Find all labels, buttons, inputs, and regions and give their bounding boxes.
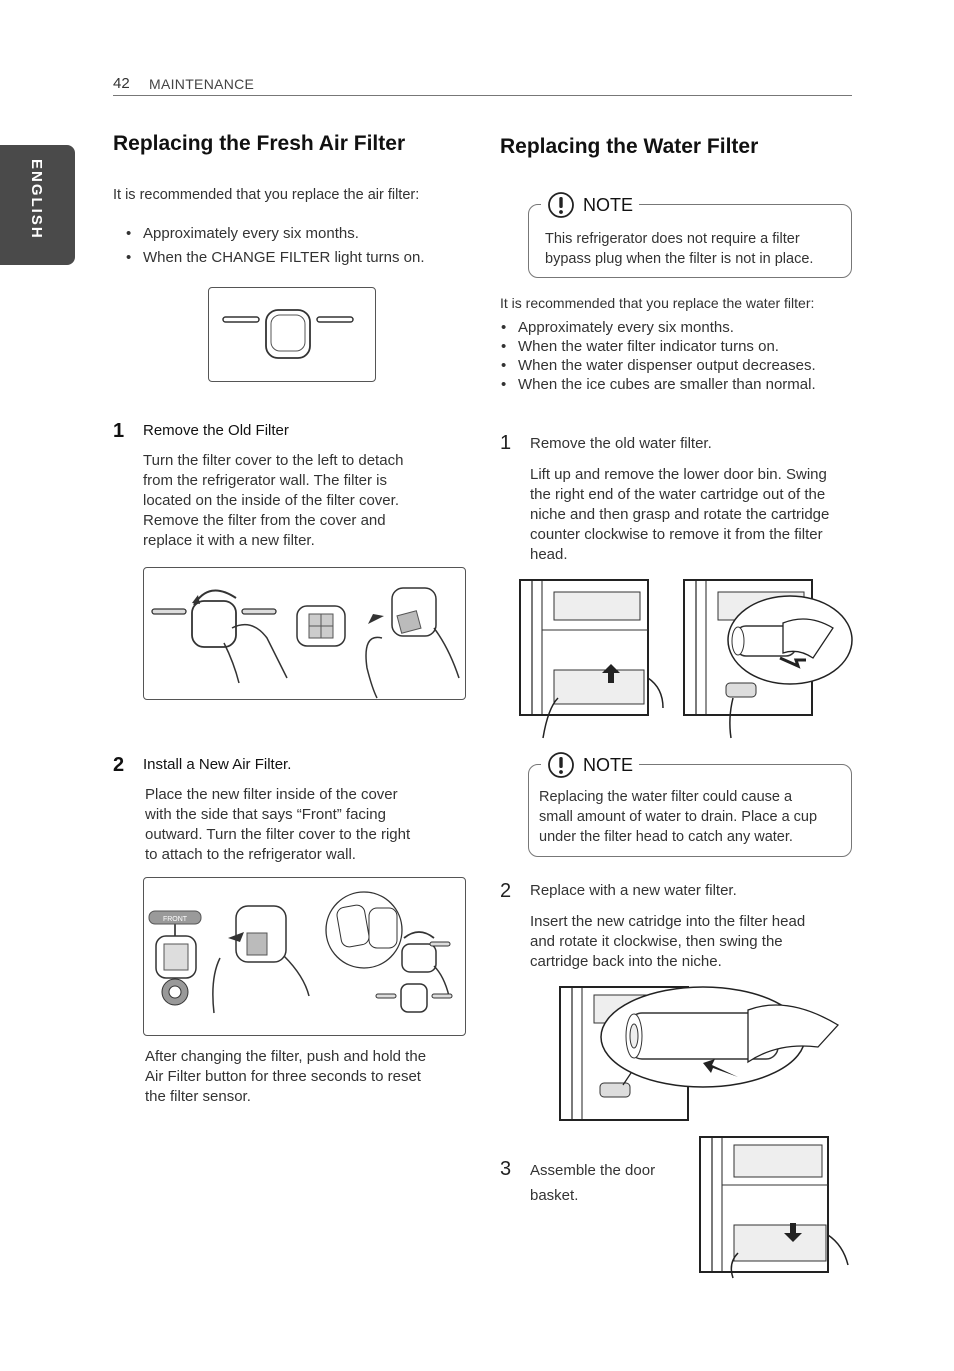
text-line: to attach to the refrigerator wall. (145, 846, 356, 863)
step-description (145, 785, 465, 865)
text-line: Assemble the door (530, 1162, 656, 1179)
air-filter-heading: Replacing the Fresh Air Filter (113, 132, 406, 155)
note-text (545, 229, 813, 269)
step-description (530, 912, 860, 972)
text-line: Air Filter button for three seconds to reset (145, 1068, 421, 1085)
filter-cover-illustration (209, 288, 375, 381)
step-number: 2 (113, 754, 125, 776)
step-title: Remove the old water filter. (530, 435, 712, 452)
text-line: with the side that says “Front” facing (145, 806, 386, 823)
text-line: head. (530, 546, 568, 563)
text-line: Remove the filter from the cover and (143, 512, 386, 529)
text-line: cartridge back into the niche. (530, 953, 722, 970)
list-item: • When the water filter indicator turns on. (488, 338, 816, 355)
step-description (530, 1158, 655, 1208)
text-line: replace it with a new filter. (143, 532, 315, 549)
water-filter-intro: It is recommended that you replace the water filter: (500, 295, 815, 311)
note-box (528, 754, 852, 857)
list-item: • When the ice cubes are smaller than normal. (488, 376, 816, 393)
water-filter-heading: Replacing the Water Filter (500, 135, 759, 158)
step-number: 1 (500, 432, 512, 454)
text-line: Insert the new catridge into the filter head (530, 913, 806, 930)
list-item: • When the CHANGE FILTER light turns on. (113, 249, 425, 266)
step-title: Install a New Air Filter. (143, 756, 292, 773)
language-tab-label: ENGLISH (28, 159, 45, 240)
install-filter-illustration (144, 878, 465, 1035)
list-item: • Approximately every six months. (488, 319, 816, 336)
text-line: counter clockwise to remove it from the filter (530, 526, 823, 543)
text-line: small amount of water to drain. Place a cup (539, 809, 818, 825)
step-number: 2 (500, 880, 512, 902)
water-filter-bullets (488, 319, 816, 393)
text-line: Turn the filter cover to the left to detach (143, 452, 404, 469)
note-header (541, 751, 639, 779)
text-line: located on the inside of the filter cover. (143, 492, 399, 509)
remove-filter-figure (143, 567, 466, 700)
step-title: Remove the Old Filter (143, 422, 289, 439)
text-line: from the refrigerator wall. The filter is (143, 472, 387, 489)
remove-filter-illustration (144, 568, 465, 699)
step-description (143, 451, 463, 551)
page-number: 42 (113, 75, 130, 92)
note-label: NOTE (583, 754, 634, 775)
step-description (530, 465, 860, 565)
text-line: Replacing the water filter could cause a (539, 789, 793, 805)
front-label: FRONT (162, 916, 188, 923)
air-filter-bullets (113, 225, 425, 266)
text-line: outward. Turn the filter cover to the right (145, 826, 411, 843)
step-number: 1 (113, 420, 125, 442)
note-box (528, 194, 852, 278)
text-line: and rotate it clockwise, then swing the (530, 933, 783, 950)
remove-water-filter-illustration (518, 578, 858, 743)
text-line: the filter sensor. (145, 1088, 251, 1105)
text-line: This refrigerator does not require a filter (545, 231, 800, 247)
assemble-basket-illustration (698, 1135, 856, 1280)
warning-icon (547, 191, 575, 219)
install-filter-figure (143, 877, 466, 1036)
note-text (539, 787, 817, 847)
text-line: under the filter head to catch any water. (539, 829, 793, 845)
text-line: Place the new filter inside of the cover (145, 786, 398, 803)
note-header (541, 191, 639, 219)
insert-water-filter-illustration (558, 985, 848, 1125)
text-line: the right end of the water cartridge out of the (530, 486, 826, 503)
text-line: bypass plug when the filter is not in place. (545, 251, 814, 267)
text-line: niche and then grasp and rotate the cartridge (530, 506, 830, 523)
section-title: MAINTENANCE (149, 76, 255, 92)
header-divider (113, 95, 852, 96)
language-tab (0, 145, 75, 265)
air-filter-cover-figure (208, 287, 376, 382)
warning-icon (547, 751, 575, 779)
list-item: • Approximately every six months. (113, 225, 425, 242)
list-item: • When the water dispenser output decreases. (488, 357, 816, 374)
reset-instructions (145, 1047, 475, 1107)
step-title: Replace with a new water filter. (530, 882, 737, 899)
step-number: 3 (500, 1158, 512, 1180)
text-line: Lift up and remove the lower door bin. Swing (530, 466, 827, 483)
air-filter-intro: It is recommended that you replace the air filter: (113, 187, 420, 203)
note-label: NOTE (583, 194, 634, 215)
text-line: basket. (530, 1187, 579, 1204)
text-line: After changing the filter, push and hold the (145, 1048, 427, 1065)
